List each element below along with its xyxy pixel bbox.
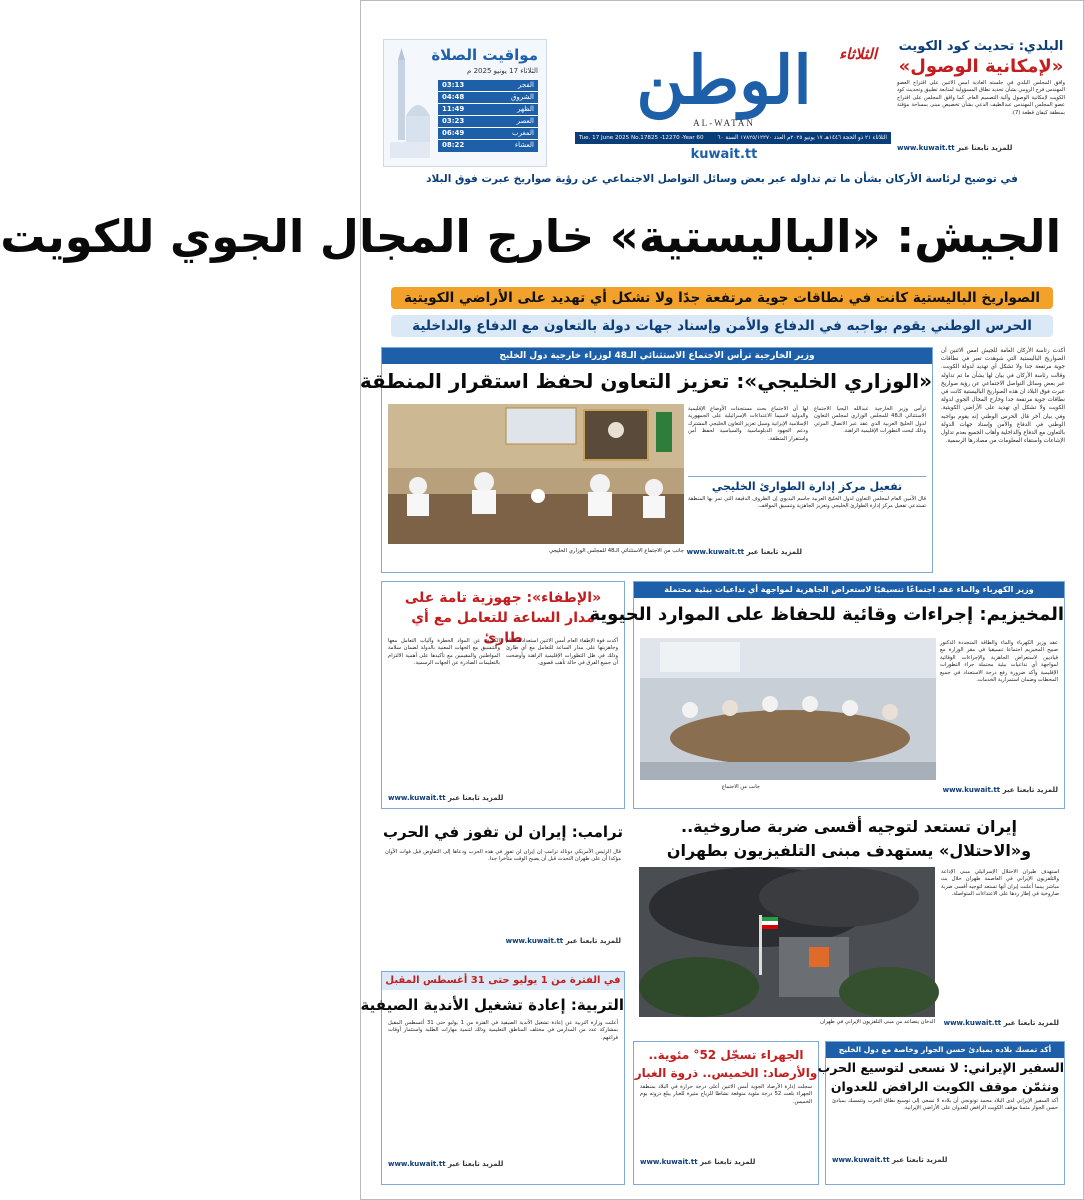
tarbiya-headline: التربية: إعادة تشغيل الأندية الصيفية <box>360 996 624 1014</box>
etfa-url[interactable]: www.kuwait.tt <box>388 794 446 802</box>
prayer-name: الفجر <box>518 81 534 89</box>
gcc-photo <box>388 404 684 544</box>
prayer-row <box>438 104 538 116</box>
etfa-body-1: أكدت قوة الإطفاء العام أمس الاثنين استعدادها التام وجاهزيتها على مدار الساعة للتعامل مع أي طارئ وذلك في ظل التطورات الإقليمية الراهنة وأوضحت أن جميع الفرق في حالة تأهب قصوى. <box>506 638 618 667</box>
baladi-title: «لإمكانية الوصول» <box>898 56 1064 77</box>
main-strip-2: الحرس الوطني يقوم بواجبه في الدفاع والأمن وإسناد جهات دولة بالتعاون مع الدفاع والداخلية <box>391 315 1053 337</box>
dateline-en: Tue. 17 June 2025 No.17825 -12270 -Year 60 <box>579 135 704 141</box>
ambassador-body: أكد السفير الإيراني لدى البلاد محمد توتونجي أن بلاده لا تسعى إلى توسيع نطاق الحرب وتتمسك بمبادئ حسن الجوار مثمنا موقف الكويت الرافض للعدوان على الأراضي الإيرانية. <box>832 1098 1058 1112</box>
weather-headline-1: الجهراء تسجّل 52° مئوية.. <box>648 1048 804 1062</box>
tarbiya-body: أعلنت وزارة التربية عن إعادة تشغيل الأندية الصيفية في الفترة من 1 يوليو حتى 31 أغسطس المقبل بمشاركة عدد من المدارس في مختلف المناطق التعليمية وذلك لتنمية مهارات الطلبة واستثمار أوقات فراغهم. <box>388 1020 618 1041</box>
prayer-table <box>438 80 538 152</box>
prayer-times-box <box>383 39 547 167</box>
electric-body: عقد وزير الكهرباء والماء والطاقة المتجددة الدكتور صبيح المخيزيم اجتماعا تنسيقيا في مقر الوزارة مع قياديين لاستعراض الجاهزية والإجراءات الوقائية لمواجهة أي تداعيات بيئية محتملة جراء التطورات الإقليمية وأكد ضرورة رفع درجة الاستعداد في جميع المحطات وضمان استمرارية الخدمات. <box>940 640 1058 684</box>
baladi-article[interactable] <box>897 39 1065 167</box>
electric-photo <box>640 638 936 780</box>
prayer-row <box>438 80 538 92</box>
prayer-time: 11:49 <box>442 105 465 113</box>
baladi-more-label: للمزيد تابعنا عبر <box>956 144 1013 152</box>
prayer-name: الشروق <box>511 93 534 101</box>
prayer-name: المغرب <box>512 129 534 137</box>
prayer-name: الظهر <box>517 105 534 113</box>
main-headline[interactable]: الجيش: «الباليستية» خارج المجال الجوي للكويت <box>0 210 1061 263</box>
ambassador-url[interactable]: www.kuwait.tt <box>832 1156 890 1164</box>
trump-more-label: للمزيد تابعنا عبر <box>565 937 621 945</box>
prayer-title: مواقيت الصلاة <box>431 46 538 64</box>
etfa-more-label: للمزيد تابعنا عبر <box>447 794 504 802</box>
prayer-time: 03:23 <box>442 117 465 125</box>
weather-article[interactable] <box>633 1041 819 1185</box>
trump-body: قال الرئيس الأمريكي دونالد ترامب إن إيران لن تفوز في هذه الحرب ودعاها إلى التفاوض قبل فوات الأوان مؤكدا أن على طهران التحدث قبل أن يصبح الوقت متأخرا جدا. <box>385 849 621 863</box>
prayer-time: 08:22 <box>442 141 465 149</box>
baladi-body: وافق المجلس البلدي في جلسته العادية امس الاثنين على اقتراح العضو المهندس فرح الرومي بشأن تحديد نطاق المسؤولية لمتابعة تطبيق وتحديث كود الكويت لإمكانية الوصول وآلية التصميم العام. كما وافق المجلس على اقتراح عضو المجلس المهندس عبدالطيف الدعي بشأن تخصيص مبنى بمساحة مؤقتة بمنطقة كيفان قطعة (7). <box>897 80 1065 116</box>
iran-article[interactable] <box>633 815 1065 1035</box>
gcc-url[interactable]: www.kuwait.tt <box>686 548 745 556</box>
masthead-logo-latin: AL-WATAN <box>693 118 755 128</box>
baladi-more[interactable] <box>897 144 1065 152</box>
gcc-subhead: تفعيل مركز إدارة الطوارئ الخليجي <box>688 476 926 493</box>
ambassador-article[interactable] <box>817 1041 1065 1185</box>
iran-caption: الدخان يتصاعد من مبنى التلفزيون الإيراني في طهران <box>820 1019 935 1025</box>
iran-more-label: للمزيد تابعنا عبر <box>1003 1019 1059 1027</box>
ambassador-headline-1: السفير الإيراني: لا نسعى لتوسيع الحرب <box>817 1060 1064 1075</box>
gcc-body-1: ترأس وزير الخارجية عبدالله اليحيا الاجتماع الاستثنائي الـ48 للمجلس الوزاري لمجلس التعاون لدول الخليج العربية الذي عقد عبر الاتصال المرئي وذلك لبحث التطورات الإقليمية الراهنة. <box>814 406 927 435</box>
electric-more-label: للمزيد تابعنا عبر <box>1002 786 1058 794</box>
prayer-row <box>438 116 538 128</box>
electric-article[interactable] <box>589 581 1065 809</box>
gcc-kicker: وزير الخارجية ترأس الاجتماع الاستثنائي الـ48 لوزراء خارجية دول الخليج <box>382 348 932 364</box>
baladi-kicker: البلدي: تحديث كود الكويت <box>898 39 1064 54</box>
masthead-site[interactable]: kuwait.tt <box>690 147 758 162</box>
masthead-logo: الوطن <box>636 41 812 119</box>
electric-caption: جانب من الاجتماع <box>721 784 760 790</box>
main-kicker: في توضيح لرئاسة الأركان بشأن ما تم تداوله عبر بعض وسائل التواصل الاجتماعي عن رؤية صواريخ عبرت فوق البلاد <box>426 173 1018 185</box>
electric-kicker: وزير الكهرباء والماء عقد اجتماعًا تنسيقيًا لاستعراض الجاهزية لمواجهة أي تداعيات بيئية محتملة <box>634 582 1064 598</box>
prayer-row <box>438 92 538 104</box>
iran-more[interactable] <box>944 1019 1059 1027</box>
baladi-url[interactable]: www.kuwait.tt <box>897 144 955 152</box>
mosque-icon <box>390 46 430 158</box>
ambassador-kicker: أكد تمسك بلاده بمبادئ حسن الجوار وخاصة مع دول الخليج <box>826 1042 1064 1058</box>
electric-headline: المخيزيم: إجراءات وقائية للحفاظ على الموارد الحيوية <box>589 604 1064 625</box>
trump-url[interactable]: www.kuwait.tt <box>505 937 564 945</box>
tarbiya-article[interactable] <box>360 971 625 1185</box>
weather-headline-2: والأرصاد: الخميس.. ذروة الغبار <box>634 1066 818 1080</box>
ambassador-more-label: للمزيد تابعنا عبر <box>891 1156 948 1164</box>
ambassador-headline-2: ونثمّن موقف الكويت الرافض للعدوان <box>830 1079 1060 1094</box>
gcc-body-2: لها أن الاجتماع بحث مستجدات الأوضاع الإقليمية والدولية لاسيما الاعتداءات الإسرائيلية على الجمهورية الإسلامية الإيرانية وسبل تعزيز التعاون الخليجي المشترك ودعم الجهود الدبلوماسية والسياسية لحفظ أمن واستقرار المنطقة. <box>688 406 808 442</box>
weather-more[interactable] <box>634 1156 818 1168</box>
etfa-article[interactable] <box>381 581 625 809</box>
main-strip-1: الصواريخ الباليستية كانت في نطاقات جوية مرتفعة جدًا ولا تشكل أي تهديد على الأراضي الكويتية <box>391 287 1053 309</box>
gcc-caption: جانب من الاجتماع الاستثنائي الـ48 للمجلس الوزاري الخليجي <box>549 548 684 554</box>
main-side-body: أكدت رئاسة الأركان العامة للجيش امس الاثنين أن الصواريخ الباليستية التي شوهدت تعبر في نطاقات جوية مرتفعة جدا ولا تشكل أي تهديد لدولة الكويت. وقالت رئاسة الأركان في بيان لها بشأن ما تم تداوله عبر بعض وسائل التواصل الاجتماعي عن رؤية صواريخ عبرت فوق البلاد ان هذه الصواريخ الباليستية كانت في نطاقات جوية مرتفعة جدا وخارج المجال الجوي لدولة الكويت ولا تشكل أي تهديد على الأراضي الكويتية. وفي بيان آخر قال الحرس الوطني إنه يقوم بواجبه الوطني في الدفاع والأمن وإسناد جهات الدولة بالتعاون مع الدفاع والداخلية وأهاب الجميع بعدم تداول الإشاعات واستقاء المعلومات من مصادرها الرسمية. <box>941 348 1065 445</box>
tarbiya-kicker: في الفترة من 1 يوليو حتى 31 أغسطس المقبل <box>382 972 624 990</box>
gcc-body-3: قال الأمين العام لمجلس التعاون لدول الخليج العربية جاسم البديوي إن الظروف الدقيقة التي تمر بها المنطقة تستدعي تفعيل مركز إدارة الطوارئ الخليجي وتعزيز الجاهزية وتنسيق المواقف. <box>688 496 926 510</box>
prayer-name: العصر <box>516 117 534 125</box>
gcc-more-label: للمزيد تابعنا عبر <box>746 548 802 556</box>
ambassador-more[interactable] <box>826 1154 1064 1166</box>
iran-body: استهدف طيران الاحتلال الإسرائيلي مبنى الإذاعة والتلفزيون الإيراني في العاصمة طهران خلال بث مباشر بينما أعلنت إيران أنها تستعد لتوجيه أقسى ضربة صاروخية في إطار ردها على الاعتداءات المتواصلة. <box>941 869 1059 898</box>
trump-more[interactable] <box>381 935 625 947</box>
electric-more[interactable] <box>943 786 1058 794</box>
weather-url[interactable]: www.kuwait.tt <box>640 1158 698 1166</box>
gcc-article[interactable] <box>359 347 933 573</box>
etfa-headline: «الإطفاء»: جهوزية تامة على مدار الساعة للتعامل مع أي طارئ <box>404 590 602 646</box>
gcc-more[interactable] <box>687 548 802 556</box>
prayer-time: 04:48 <box>442 93 465 101</box>
prayer-row <box>438 128 538 140</box>
dateline-bar <box>575 132 891 144</box>
tarbiya-more[interactable] <box>382 1158 624 1170</box>
iran-headline-1: إيران تستعد لتوجيه أقسى ضربة صاروخية.. <box>681 817 1017 836</box>
tarbiya-more-label: للمزيد تابعنا عبر <box>447 1160 504 1168</box>
prayer-time: 06:49 <box>442 129 465 137</box>
iran-url[interactable]: www.kuwait.tt <box>943 1019 1002 1027</box>
trump-headline: ترامب: إيران لن تفوز في الحرب <box>382 823 623 841</box>
prayer-row <box>438 140 538 152</box>
prayer-time: 03:13 <box>442 81 465 89</box>
gcc-headline: «الوزاري الخليجي»: تعزيز التعاون لحفظ استقرار المنطقة <box>359 369 932 393</box>
weather-more-label: للمزيد تابعنا عبر <box>699 1158 756 1166</box>
weather-body: سجلت إدارة الأرصاد الجوية أمس الاثنين أعلى درجة حرارة في البلاد بمنطقة الجهراء بلغت 52 درجة مئوية متوقعة نشاطا للرياح مثيرة للغبار يبلغ ذروته يوم الخميس. <box>640 1084 812 1105</box>
prayer-date: الثلاثاء 17 يونيو 2025 م <box>467 67 538 75</box>
trump-article[interactable] <box>381 815 625 965</box>
etfa-body-2: الكشف عن المواد الخطرة وآليات التعامل معها والتنسيق مع الجهات المعنية بالدولة لضمان سلامة المواطنين والمقيمين مع تأكيدها على أهمية الالتزام بالتعليمات الصادرة عن الجهات الرسمية. <box>388 638 500 667</box>
electric-url[interactable]: www.kuwait.tt <box>942 786 1001 794</box>
masthead <box>557 35 891 167</box>
iran-headline-2: و«الاحتلال» يستهدف مبنى التلفيزيون بطهران <box>666 841 1032 860</box>
dateline-ar: الثلاثاء ٢١ ذو الحجة ١٤٤٦هـ ١٧ يونيو ٢٠٢٥م العدد ١٧٨٢٥/١٢٢٧٠ السنة ٦٠ <box>717 135 887 141</box>
day-label: الثلاثاء <box>838 45 877 63</box>
etfa-more[interactable] <box>388 794 503 802</box>
iran-photo <box>639 867 935 1017</box>
prayer-name: العشاء <box>514 141 534 149</box>
tarbiya-url[interactable]: www.kuwait.tt <box>388 1160 446 1168</box>
